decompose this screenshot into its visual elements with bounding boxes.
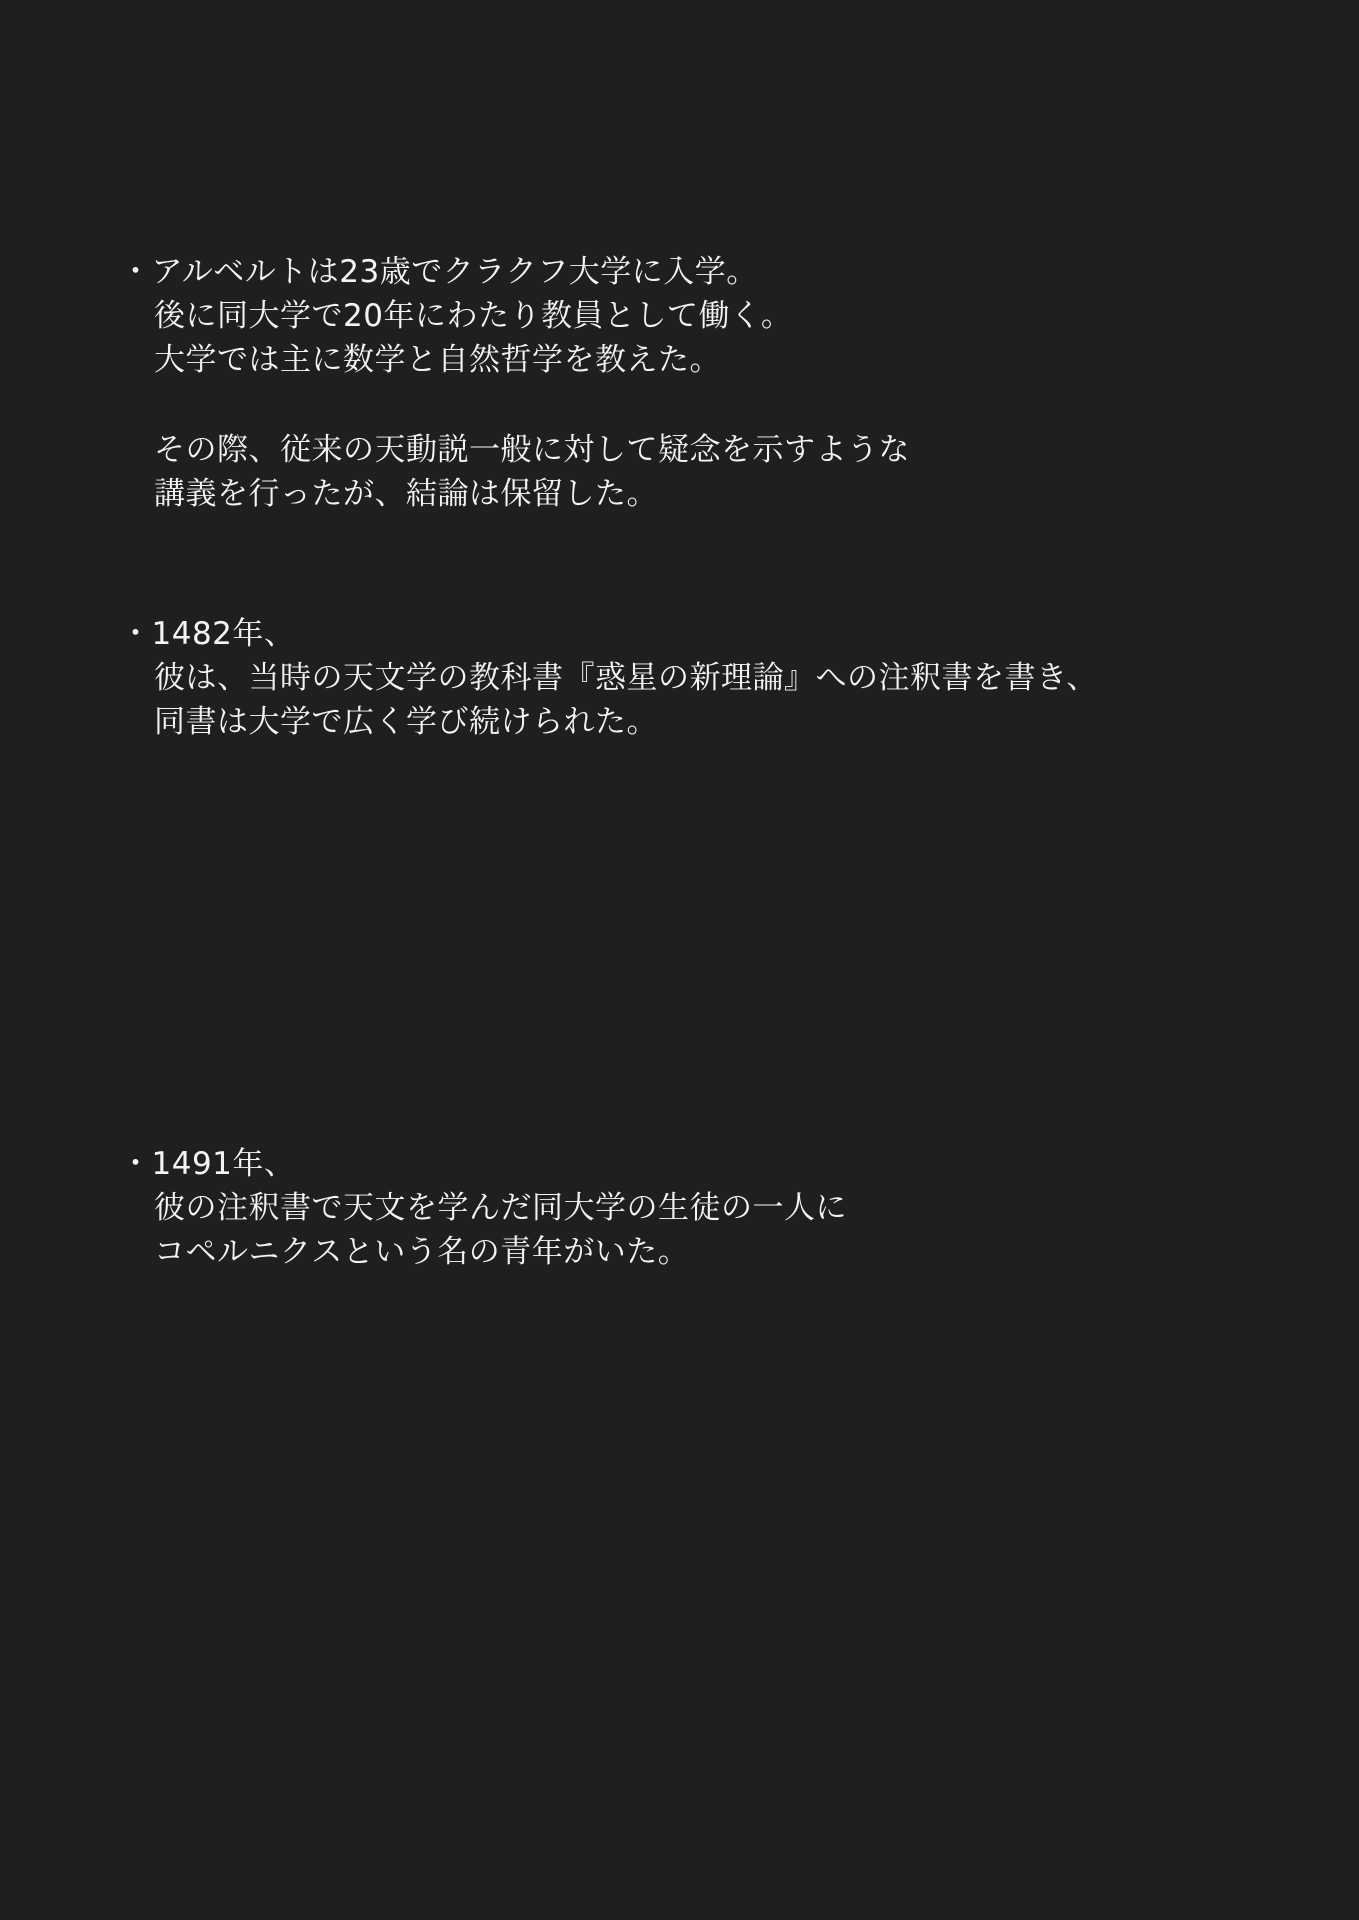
- text-content: [120, 250, 1260, 1274]
- text-line: 後に同大学で20年にわたり教員として働く。: [154, 298, 793, 335]
- paragraph-block-2: [120, 428, 1260, 516]
- block-spacer: [120, 744, 1260, 1142]
- text-line: ・アルベルトは23歳でクラクフ大学に入学。: [120, 254, 758, 290]
- block-spacer: [120, 382, 1260, 428]
- paragraph-block-1: [120, 250, 1260, 382]
- text-line: その際、従来の天動説一般に対して疑念を示すような: [154, 432, 910, 469]
- text-line: ・1491年、: [120, 1146, 296, 1183]
- text-line: 講義を行ったが、結論は保留した。: [154, 476, 658, 513]
- text-line: 同書は大学で広く学び続けられた。: [154, 704, 658, 741]
- text-line: 大学では主に数学と自然哲学を教えた。: [154, 342, 721, 379]
- text-line: コペルニクスという名の青年がいた。: [154, 1234, 690, 1271]
- paragraph-block-4: [120, 1142, 1260, 1274]
- text-line: 彼の注釈書で天文を学んだ同大学の生徒の一人に: [154, 1190, 847, 1227]
- text-line: ・1482年、: [120, 616, 296, 653]
- block-spacer: [120, 516, 1260, 612]
- text-line: 彼は、当時の天文学の教科書『惑星の新理論』への注釈書を書き、: [154, 660, 1098, 697]
- paragraph-block-3: [120, 612, 1260, 744]
